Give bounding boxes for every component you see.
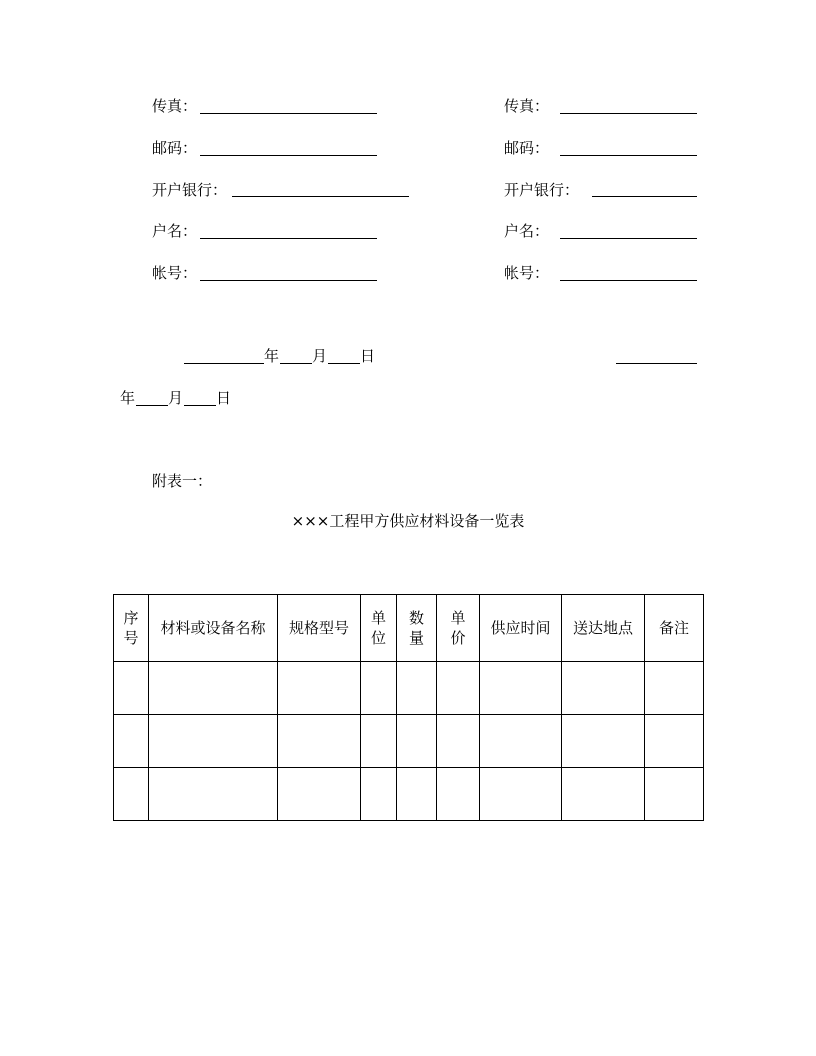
table-cell[interactable] bbox=[645, 715, 704, 768]
left-date-month: 月 bbox=[312, 347, 328, 365]
left-account-no-blank[interactable] bbox=[200, 280, 377, 281]
left-fax-label: 传真： bbox=[152, 97, 198, 115]
left-fax-blank[interactable] bbox=[200, 113, 377, 114]
right-fax-label: 传真： bbox=[504, 97, 550, 115]
left-date-year: 年 bbox=[264, 347, 280, 365]
left-zip-blank[interactable] bbox=[200, 155, 377, 156]
table-cell[interactable] bbox=[480, 715, 562, 768]
table-cell[interactable] bbox=[114, 662, 149, 715]
table-cell[interactable] bbox=[397, 662, 437, 715]
header-material-name-text: 材料或设备名称 bbox=[160, 619, 266, 637]
right-bank-label: 开户银行： bbox=[504, 181, 580, 199]
right-account-no-blank[interactable] bbox=[560, 280, 697, 281]
table-cell[interactable] bbox=[149, 715, 278, 768]
left-date-day-blank[interactable] bbox=[328, 363, 360, 364]
right-account-no-label: 帐号： bbox=[504, 264, 550, 282]
left-account-name-blank[interactable] bbox=[200, 238, 377, 239]
header-remarks bbox=[645, 595, 704, 662]
right-date-month-blank[interactable] bbox=[136, 405, 168, 406]
header-serial-no bbox=[114, 595, 149, 662]
right-date-month: 月 bbox=[168, 389, 184, 407]
right-date-year: 年 bbox=[120, 389, 136, 407]
right-bank-blank[interactable] bbox=[592, 196, 697, 197]
header-material-name bbox=[149, 595, 278, 662]
table-row bbox=[114, 768, 704, 821]
left-date-month-blank[interactable] bbox=[280, 363, 312, 364]
header-delivery-place bbox=[562, 595, 645, 662]
header-supply-time-text: 供应时间 bbox=[490, 619, 551, 637]
right-date-day-blank[interactable] bbox=[184, 405, 216, 406]
header-unit-price-line1: 单 bbox=[450, 609, 466, 627]
table-cell[interactable] bbox=[562, 768, 645, 821]
table-cell[interactable] bbox=[114, 768, 149, 821]
table-cell[interactable] bbox=[437, 768, 480, 821]
appendix-label: 附表一： bbox=[152, 472, 213, 490]
table-cell[interactable] bbox=[562, 715, 645, 768]
table-cell[interactable] bbox=[361, 768, 397, 821]
header-unit-line1: 单 bbox=[370, 609, 386, 627]
left-bank-blank[interactable] bbox=[232, 196, 409, 197]
right-fax-blank[interactable] bbox=[560, 113, 697, 114]
table-cell[interactable] bbox=[480, 768, 562, 821]
left-bank-label: 开户银行： bbox=[152, 181, 228, 199]
right-date-year-blank[interactable] bbox=[616, 363, 697, 364]
table-cell[interactable] bbox=[397, 768, 437, 821]
header-unit bbox=[361, 595, 397, 662]
header-remarks-text: 备注 bbox=[658, 619, 689, 637]
table-cell[interactable] bbox=[480, 662, 562, 715]
table-cell[interactable] bbox=[149, 768, 278, 821]
header-unit-price bbox=[437, 595, 480, 662]
left-date-year-blank[interactable] bbox=[184, 363, 264, 364]
table-cell[interactable] bbox=[397, 715, 437, 768]
table-cell[interactable] bbox=[361, 662, 397, 715]
header-unit-price-line2: 价 bbox=[450, 629, 466, 647]
right-account-name-blank[interactable] bbox=[560, 238, 697, 239]
left-date-day: 日 bbox=[360, 347, 376, 365]
header-spec-model bbox=[278, 595, 361, 662]
table-cell[interactable] bbox=[437, 715, 480, 768]
table-cell[interactable] bbox=[278, 662, 361, 715]
right-date-day: 日 bbox=[216, 389, 232, 407]
header-spec-model-text: 规格型号 bbox=[288, 619, 349, 637]
table-cell[interactable] bbox=[437, 662, 480, 715]
table-cell[interactable] bbox=[645, 768, 704, 821]
header-quantity-line1: 数 bbox=[408, 609, 424, 627]
right-account-name-label: 户名： bbox=[504, 222, 550, 240]
table-title: ×××工程甲方供应材料设备一览表 bbox=[291, 512, 525, 530]
header-delivery-place-text: 送达地点 bbox=[572, 619, 633, 637]
table-cell[interactable] bbox=[149, 662, 278, 715]
table-row bbox=[114, 662, 704, 715]
table-cell[interactable] bbox=[114, 715, 149, 768]
table-row bbox=[114, 715, 704, 768]
header-quantity bbox=[397, 595, 437, 662]
header-serial-no-line2: 号 bbox=[123, 629, 139, 647]
table-cell[interactable] bbox=[645, 662, 704, 715]
header-serial-no-line1: 序 bbox=[123, 609, 139, 627]
materials-table bbox=[113, 594, 704, 821]
header-supply-time bbox=[480, 595, 562, 662]
table-cell[interactable] bbox=[361, 715, 397, 768]
table-cell[interactable] bbox=[562, 662, 645, 715]
left-account-no-label: 帐号： bbox=[152, 264, 198, 282]
table-cell[interactable] bbox=[278, 715, 361, 768]
right-zip-label: 邮码： bbox=[504, 139, 550, 157]
header-quantity-line2: 量 bbox=[408, 629, 424, 647]
header-unit-line2: 位 bbox=[370, 629, 386, 647]
table-header-row bbox=[114, 595, 704, 662]
table-cell[interactable] bbox=[278, 768, 361, 821]
left-account-name-label: 户名： bbox=[152, 222, 198, 240]
right-zip-blank[interactable] bbox=[560, 155, 697, 156]
left-zip-label: 邮码： bbox=[152, 139, 198, 157]
